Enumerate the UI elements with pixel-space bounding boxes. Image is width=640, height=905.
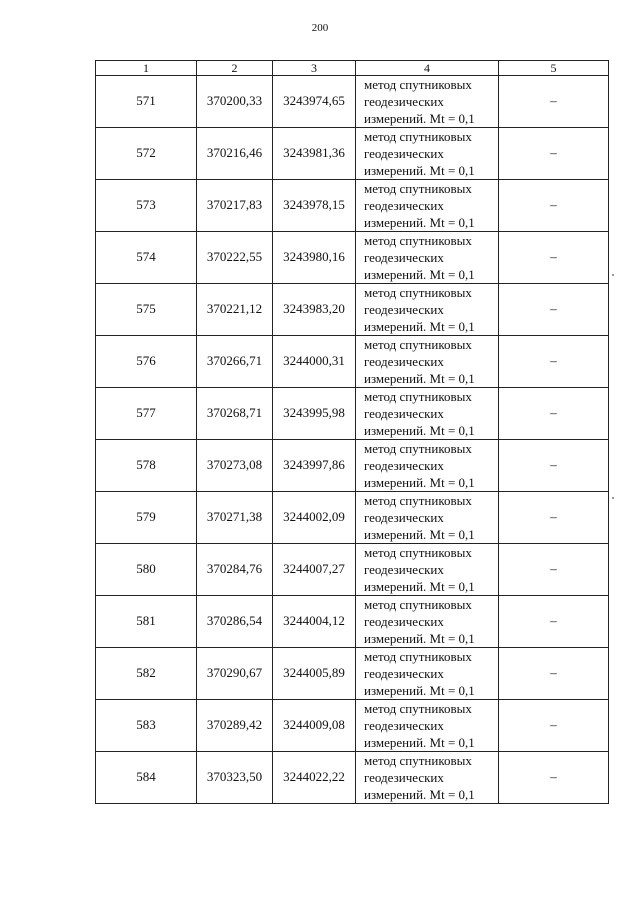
method-line: метод спутниковых xyxy=(364,493,472,508)
method-cell xyxy=(356,700,499,752)
dash-mark: – xyxy=(550,145,557,161)
dash-mark: – xyxy=(550,249,557,265)
point-number-cell: 572 xyxy=(96,128,197,180)
point-number-cell: 577 xyxy=(96,388,197,440)
method-line: метод спутниковых xyxy=(364,597,472,612)
method-line: геодезических xyxy=(364,302,444,317)
dash-mark: – xyxy=(550,457,557,473)
point-number-cell: 584 xyxy=(96,752,197,804)
y-coordinate-cell: 3244022,22 xyxy=(273,752,356,804)
x-coordinate-cell: 370323,50 xyxy=(197,752,273,804)
dash-mark: – xyxy=(550,405,557,421)
table-row xyxy=(96,544,609,596)
point-number-cell: 578 xyxy=(96,440,197,492)
header-col-5: 5 xyxy=(499,61,609,76)
method-line: геодезических xyxy=(364,94,444,109)
method-line: метод спутниковых xyxy=(364,753,472,768)
point-number-cell: 579 xyxy=(96,492,197,544)
method-cell xyxy=(356,440,499,492)
x-coordinate-cell: 370266,71 xyxy=(197,336,273,388)
note-cell xyxy=(499,492,609,544)
table-row xyxy=(96,648,609,700)
method-cell xyxy=(356,596,499,648)
note-cell xyxy=(499,596,609,648)
table-row xyxy=(96,180,609,232)
x-coordinate-cell: 370268,71 xyxy=(197,388,273,440)
method-line: метод спутниковых xyxy=(364,389,472,404)
y-coordinate-cell: 3244000,31 xyxy=(273,336,356,388)
method-cell xyxy=(356,388,499,440)
header-col-3: 3 xyxy=(273,61,356,76)
method-line: геодезических xyxy=(364,666,444,681)
table-row xyxy=(96,752,609,804)
method-line: измерений. Mt = 0,1 xyxy=(364,371,475,386)
x-coordinate-cell: 370289,42 xyxy=(197,700,273,752)
x-coordinate-cell: 370221,12 xyxy=(197,284,273,336)
table-row xyxy=(96,284,609,336)
header-col-1: 1 xyxy=(96,61,197,76)
method-line: метод спутниковых xyxy=(364,545,472,560)
method-cell xyxy=(356,180,499,232)
table-row xyxy=(96,596,609,648)
y-coordinate-cell: 3244004,12 xyxy=(273,596,356,648)
table-row xyxy=(96,128,609,180)
method-line: геодезических xyxy=(364,146,444,161)
method-line: метод спутниковых xyxy=(364,77,472,92)
method-line: метод спутниковых xyxy=(364,129,472,144)
x-coordinate-cell: 370271,38 xyxy=(197,492,273,544)
note-cell xyxy=(499,388,609,440)
note-cell xyxy=(499,232,609,284)
table-row xyxy=(96,232,609,284)
dash-mark: – xyxy=(550,197,557,213)
method-line: геодезических xyxy=(364,406,444,421)
table-row xyxy=(96,336,609,388)
point-number-cell: 581 xyxy=(96,596,197,648)
method-cell xyxy=(356,128,499,180)
dash-mark: – xyxy=(550,613,557,629)
method-line: метод спутниковых xyxy=(364,441,472,456)
x-coordinate-cell: 370284,76 xyxy=(197,544,273,596)
x-coordinate-cell: 370222,55 xyxy=(197,232,273,284)
note-cell xyxy=(499,76,609,128)
method-line: метод спутниковых xyxy=(364,701,472,716)
header-col-2: 2 xyxy=(197,61,273,76)
point-number-cell: 574 xyxy=(96,232,197,284)
method-cell xyxy=(356,336,499,388)
method-line: метод спутниковых xyxy=(364,337,472,352)
method-line: измерений. Mt = 0,1 xyxy=(364,215,475,230)
y-coordinate-cell: 3243997,86 xyxy=(273,440,356,492)
method-line: измерений. Mt = 0,1 xyxy=(364,527,475,542)
y-coordinate-cell: 3243978,15 xyxy=(273,180,356,232)
method-line: геодезических xyxy=(364,458,444,473)
note-cell xyxy=(499,336,609,388)
point-number-cell: 582 xyxy=(96,648,197,700)
note-cell xyxy=(499,700,609,752)
coordinates-table xyxy=(95,60,609,804)
point-number-cell: 573 xyxy=(96,180,197,232)
method-cell xyxy=(356,648,499,700)
table-body xyxy=(96,76,609,804)
scan-speck xyxy=(612,274,614,276)
y-coordinate-cell: 3244009,08 xyxy=(273,700,356,752)
note-cell xyxy=(499,180,609,232)
method-cell xyxy=(356,752,499,804)
page-number: 200 xyxy=(311,22,329,34)
method-line: метод спутниковых xyxy=(364,285,472,300)
method-line: измерений. Mt = 0,1 xyxy=(364,735,475,750)
y-coordinate-cell: 3243983,20 xyxy=(273,284,356,336)
y-coordinate-cell: 3244007,27 xyxy=(273,544,356,596)
y-coordinate-cell: 3244005,89 xyxy=(273,648,356,700)
table-row xyxy=(96,700,609,752)
method-line: геодезических xyxy=(364,510,444,525)
scan-speck xyxy=(612,497,614,499)
method-cell xyxy=(356,232,499,284)
method-line: измерений. Mt = 0,1 xyxy=(364,267,475,282)
method-line: геодезических xyxy=(364,770,444,785)
method-line: измерений. Mt = 0,1 xyxy=(364,579,475,594)
dash-mark: – xyxy=(550,769,557,785)
x-coordinate-cell: 370273,08 xyxy=(197,440,273,492)
method-cell xyxy=(356,76,499,128)
dash-mark: – xyxy=(550,93,557,109)
point-number-cell: 576 xyxy=(96,336,197,388)
note-cell xyxy=(499,440,609,492)
method-line: измерений. Mt = 0,1 xyxy=(364,319,475,334)
method-line: измерений. Mt = 0,1 xyxy=(364,631,475,646)
method-line: геодезических xyxy=(364,198,444,213)
point-number-cell: 583 xyxy=(96,700,197,752)
table-row xyxy=(96,76,609,128)
dash-mark: – xyxy=(550,561,557,577)
dash-mark: – xyxy=(550,509,557,525)
x-coordinate-cell: 370286,54 xyxy=(197,596,273,648)
x-coordinate-cell: 370200,33 xyxy=(197,76,273,128)
point-number-cell: 571 xyxy=(96,76,197,128)
method-line: метод спутниковых xyxy=(364,649,472,664)
method-line: измерений. Mt = 0,1 xyxy=(364,111,475,126)
table-header-row xyxy=(96,61,609,76)
y-coordinate-cell: 3243974,65 xyxy=(273,76,356,128)
note-cell xyxy=(499,648,609,700)
y-coordinate-cell: 3243995,98 xyxy=(273,388,356,440)
note-cell xyxy=(499,544,609,596)
y-coordinate-cell: 3243980,16 xyxy=(273,232,356,284)
note-cell xyxy=(499,128,609,180)
dash-mark: – xyxy=(550,717,557,733)
note-cell xyxy=(499,752,609,804)
table-row xyxy=(96,440,609,492)
method-line: геодезических xyxy=(364,614,444,629)
method-cell xyxy=(356,492,499,544)
method-line: геодезических xyxy=(364,354,444,369)
method-line: метод спутниковых xyxy=(364,233,472,248)
method-line: метод спутниковых xyxy=(364,181,472,196)
table-row xyxy=(96,492,609,544)
table-row xyxy=(96,388,609,440)
method-line: геодезических xyxy=(364,562,444,577)
y-coordinate-cell: 3244002,09 xyxy=(273,492,356,544)
point-number-cell: 580 xyxy=(96,544,197,596)
method-line: измерений. Mt = 0,1 xyxy=(364,423,475,438)
method-line: измерений. Mt = 0,1 xyxy=(364,475,475,490)
method-cell xyxy=(356,284,499,336)
dash-mark: – xyxy=(550,301,557,317)
dash-mark: – xyxy=(550,353,557,369)
method-cell xyxy=(356,544,499,596)
method-line: измерений. Mt = 0,1 xyxy=(364,163,475,178)
method-line: измерений. Mt = 0,1 xyxy=(364,683,475,698)
note-cell xyxy=(499,284,609,336)
x-coordinate-cell: 370217,83 xyxy=(197,180,273,232)
dash-mark: – xyxy=(550,665,557,681)
x-coordinate-cell: 370290,67 xyxy=(197,648,273,700)
method-line: измерений. Mt = 0,1 xyxy=(364,787,475,802)
x-coordinate-cell: 370216,46 xyxy=(197,128,273,180)
method-line: геодезических xyxy=(364,250,444,265)
y-coordinate-cell: 3243981,36 xyxy=(273,128,356,180)
header-col-4: 4 xyxy=(356,61,499,76)
point-number-cell: 575 xyxy=(96,284,197,336)
method-line: геодезических xyxy=(364,718,444,733)
